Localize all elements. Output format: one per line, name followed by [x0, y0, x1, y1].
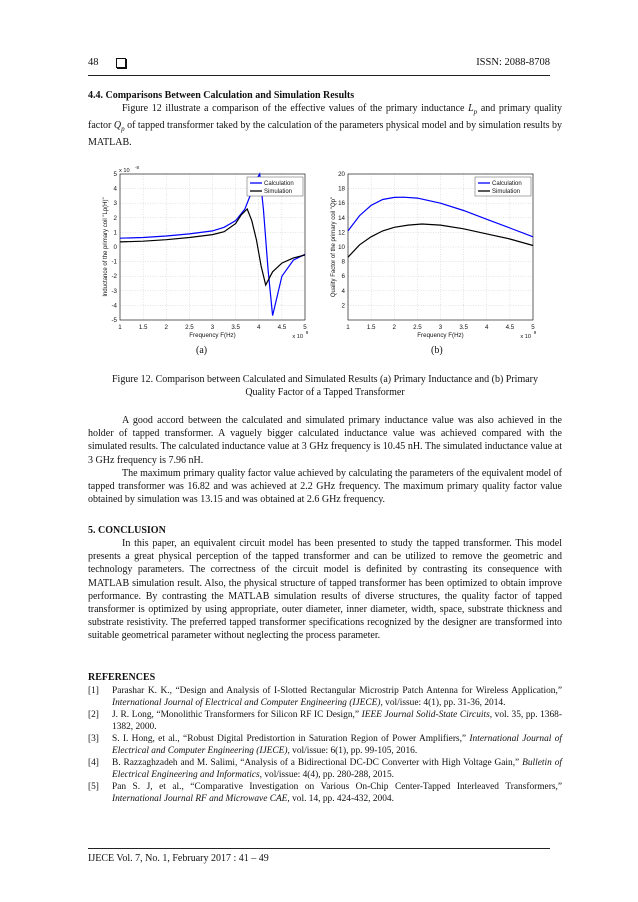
y-tick-label: 2 — [113, 214, 117, 222]
section-heading-4-4: 4.4. Comparisons Between Calculation and Simulation Results — [88, 90, 355, 101]
reference-number: [3] — [88, 734, 99, 744]
y-axis-label: Inductance of the primary coil "Lp(H)" — [103, 197, 109, 297]
symbol-qp: Q — [113, 120, 122, 132]
y-tick-label: 2 — [341, 302, 345, 310]
reference-number: [2] — [88, 710, 99, 720]
subfigure-label-a: (a) — [196, 345, 208, 356]
reference-text: vol. 35, pp. 1368-1382, 2000. — [112, 710, 562, 732]
reference-item — [88, 781, 562, 805]
x-tick-label: 2.5 — [185, 324, 194, 331]
conclusion-heading: 5. CONCLUSION — [88, 525, 166, 536]
para-text: Figure 12 illustrate a comparison of the effective values of the primary inductance — [122, 103, 469, 114]
reference-number: [5] — [88, 782, 99, 792]
page-header — [88, 57, 550, 73]
x-tick-label: 3.5 — [459, 324, 468, 331]
legend — [247, 177, 303, 196]
x-tick-label: 1.5 — [366, 324, 376, 331]
y-tick-label: -5 — [111, 317, 117, 324]
x-tick-label: 5 — [531, 324, 535, 331]
footer-rule — [88, 848, 550, 849]
x-tick-label: 1 — [118, 324, 122, 331]
x-axis-label: Frequency F(Hz) — [417, 332, 464, 339]
x-multiplier-exponent: 9 — [533, 330, 537, 335]
page-number: 48 — [88, 57, 99, 68]
y-tick-label: 1 — [113, 229, 117, 237]
y-tick-label: -1 — [111, 258, 117, 266]
para-text: of tapped transformer taked by the calculation of the parameters physical model and by simulation results by MATLAB. — [88, 120, 562, 149]
y-tick-label: 14 — [338, 214, 345, 222]
plot-area — [111, 171, 307, 331]
x-tick-label: 5 — [303, 324, 307, 331]
x-axis-label: Frequency F(Hz) — [189, 332, 236, 339]
reference-number: [1] — [88, 686, 99, 696]
reference-item — [88, 685, 562, 709]
reference-journal: International Journal of Electrical and Computer Engineering (IJECE) — [112, 734, 562, 756]
y-tick-label: 5 — [113, 171, 117, 178]
y-tick-label: -4 — [111, 302, 117, 310]
y-multiplier-exponent: -8 — [135, 165, 140, 170]
references-heading: REFERENCES — [88, 672, 156, 683]
legend-label: Simulation — [264, 189, 293, 196]
y-tick-label: 10 — [338, 244, 345, 251]
symbol-lp-sub: p — [473, 108, 478, 116]
reference-text: , vol. 14, pp. 424-432, 2004. — [287, 794, 394, 804]
y-tick-label: 4 — [341, 287, 345, 295]
checkbox-glyph-icon — [116, 58, 126, 68]
results-paragraph-2: The maximum primary quality factor value achieved by calculating the parameters of the equivalent model of tapped transformer was 16.82 and was achieved at 2.2 GHz frequency. The maximum primary quality factor value obtained by simulation was 13.15 and was obtained at 2.6 GHz frequency. — [88, 467, 562, 506]
reference-text: J. R. Long, “Monolithic Transformers for Silicon RF IC Design,” — [112, 710, 362, 720]
para-text: and primary quality factor — [88, 103, 563, 132]
conclusion-text — [88, 537, 562, 643]
reference-journal: International Journal of Electrical and Computer Engineering (IJECE) — [112, 698, 381, 708]
y-tick-label: 0 — [113, 244, 117, 251]
section-4-4-paragraph — [88, 102, 562, 150]
reference-item — [88, 709, 562, 733]
y-tick-label: -3 — [111, 287, 117, 295]
reference-number: [4] — [88, 758, 99, 768]
x-multiplier-label: x 10 — [520, 334, 531, 340]
reference-text: , vol/issue: 6(1), pp. 99-105, 2016. — [287, 746, 418, 756]
results-paragraph-1: A good accord between the calculated and simulated primary inductance value was also achieved in the holder of tapped transformer. A vaguely bigger calculated inductance value was achieved compared with the simulated results. The calculated inductance value at 3 GHz frequency is 10.45 nH. The simulated inductance value at 3 GHz frequency is 7.96 nH. — [88, 415, 562, 466]
reference-item — [88, 757, 562, 781]
reference-text: S. I. Hong, et al., “Robust Digital Predistortion in Saturation Region of Power Amplifiers,” — [112, 734, 470, 744]
symbol-qp-sub: p — [121, 125, 125, 134]
x-tick-label: 1 — [346, 324, 350, 331]
header-rule — [88, 75, 550, 76]
reference-text: B. Razzaghzadeh and M. Salimi, “Analysis of a Bidirectional DC-DC Converter with High Voltage Gain,” — [112, 758, 523, 768]
references-list — [88, 685, 562, 805]
x-tick-label: 1.5 — [138, 324, 148, 331]
figure-caption — [88, 373, 562, 399]
x-tick-label: 2 — [164, 324, 168, 331]
plot-area — [338, 171, 535, 331]
conclusion-paragraph: In this paper, an equivalent circuit model has been presented to study the tapped transformer. This model presents a great physical perception of the tapped transformer and can be utilized to remove the geometric and technology parameters. The correctness of the circuit model is definited by contrasting its consequence with MATLAB simulation result. Also, the physical structure of tapped transformer has been optimized to obtain improve performance. By contrasting the MATLAB simulation results of diverse structures, the quality factor of tapped transformer is optimized by using appropriate, outer diameter, inner diameter, width, space, substrate thickness and substrate resistivity. The preferred tapped transformer specifications recognized by the designer are transformed into suitable geometrical parameter without neglecting the process parameter. — [88, 538, 562, 642]
legend — [475, 177, 531, 196]
legend-label: Calculation — [264, 181, 294, 188]
y-multiplier-label: x 10 — [119, 168, 130, 174]
y-tick-label: -2 — [111, 273, 117, 281]
x-tick-label: 4.5 — [277, 324, 287, 331]
x-tick-label: 4.5 — [505, 324, 515, 331]
y-tick-label: 18 — [338, 185, 345, 193]
reference-journal: International Journal RF and Microwave CAE — [112, 794, 288, 804]
page-footer: IJECE Vol. 7, No. 1, February 2017 : 41 – 49 — [88, 853, 269, 864]
x-tick-label: 2 — [392, 324, 396, 331]
y-axis-label: Quality Factor of the primary coil "Qp" — [331, 196, 337, 298]
y-tick-label: 6 — [341, 273, 345, 281]
x-multiplier-label: x 10 — [292, 334, 303, 340]
y-tick-label: 16 — [338, 200, 345, 208]
x-tick-label: 3.5 — [231, 324, 240, 331]
x-multiplier-exponent: 9 — [305, 330, 309, 335]
y-tick-label: 8 — [341, 258, 345, 266]
x-tick-label: 3 — [438, 324, 443, 331]
reference-text: vol/issue: 4(4), pp. 280-288, 2015. — [261, 770, 395, 780]
x-tick-label: 2.5 — [413, 324, 422, 331]
subfigure-label-b: (b) — [431, 345, 443, 356]
reference-journal: Bulletin of Electrical Engineering and Informatics, — [112, 758, 562, 780]
x-tick-label: 4 — [485, 324, 489, 331]
chart-primary-inductance — [100, 160, 315, 345]
reference-item — [88, 733, 562, 757]
symbol-lp: L — [468, 103, 474, 114]
y-tick-label: 4 — [113, 185, 117, 193]
caption-line: Figure 12. Comparison between Calculated and Simulated Results (a) Primary Inductance and (b) Primary — [111, 374, 538, 385]
reference-text: , vol/issue: 4(1), pp. 31-36, 2014. — [380, 698, 506, 708]
reference-text: Parashar K. K., “Design and Analysis of I-Slotted Rectangular Microstrip Patch Antenna for Wireless Application,” — [112, 686, 562, 696]
reference-text: Pan S. J, et al., “Comparative Investigation on Various On-Chip Center-Tapped Interleaved Transformers,” — [112, 782, 562, 792]
legend-label: Simulation — [492, 189, 521, 196]
y-tick-label: 3 — [113, 200, 117, 208]
chart-primary-quality-factor — [328, 160, 543, 345]
y-tick-label: 20 — [338, 171, 345, 178]
results-text — [88, 414, 562, 506]
legend-label: Calculation — [492, 181, 522, 188]
reference-journal: IEEE Journal Solid-State Circuits, — [361, 710, 493, 720]
x-tick-label: 4 — [257, 324, 261, 331]
issn-label: ISSN: 2088-8708 — [476, 57, 550, 68]
y-tick-label: 12 — [338, 229, 345, 237]
x-tick-label: 3 — [210, 324, 215, 331]
caption-line: Quality Factor of a Tapped Transformer — [245, 387, 405, 399]
